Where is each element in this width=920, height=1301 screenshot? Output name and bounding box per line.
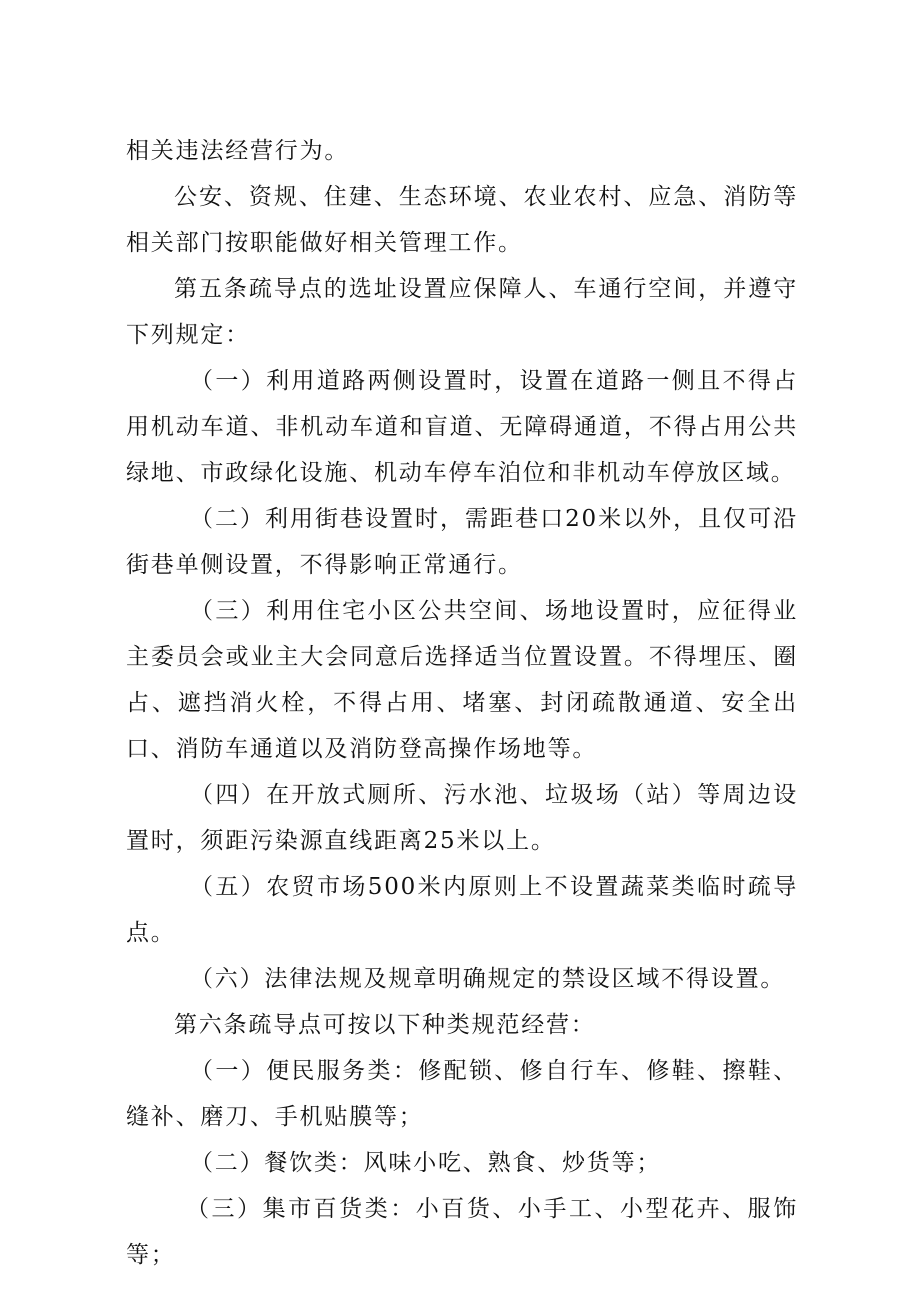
article-5-item-5: （五）农贸市场500米内原则上不设置蔬菜类临时疏导点。 bbox=[126, 874, 798, 946]
article-5-heading: 第五条疏导点的选址设置应保障人、车通行空间，并遵守下列规定： bbox=[126, 276, 798, 348]
article-5-item-4: （四）在开放式厕所、污水池、垃圾场（站）等周边设置时，须距污染源直线距离25米以上。 bbox=[126, 782, 798, 854]
article-6-item-2: （二）餐饮类：风味小吃、熟食、炒货等； bbox=[190, 1150, 662, 1176]
document-body bbox=[126, 128, 798, 1278]
article-5-item-1: （一）利用道路两侧设置时，设置在道路一侧且不得占用机动车道、非机动车道和盲道、无障碍通道，不得占用公共绿地、市政绿化设施、机动车停车泊位和非机动车停放区域。 bbox=[126, 368, 798, 486]
article-6-item-3: （三）集市百货类：小百货、小手工、小型花卉、服饰等； bbox=[126, 1196, 798, 1268]
article-5-item-2: （二）利用街巷设置时，需距巷口20米以外，且仅可沿街巷单侧设置，不得影响正常通行。 bbox=[126, 506, 798, 578]
paragraph-departments: 公安、资规、住建、生态环境、农业农村、应急、消防等相关部门按职能做好相关管理工作。 bbox=[126, 184, 798, 256]
article-5-item-6: （六）法律法规及规章明确规定的禁设区域不得设置。 bbox=[190, 966, 786, 992]
paragraph-continuation: 相关违法经营行为。 bbox=[126, 138, 350, 164]
article-6-heading: 第六条疏导点可按以下种类规范经营： bbox=[174, 1012, 596, 1038]
article-6-item-1: （一）便民服务类：修配锁、修自行车、修鞋、擦鞋、缝补、磨刀、手机贴膜等； bbox=[126, 1058, 798, 1130]
article-5-item-3: （三）利用住宅小区公共空间、场地设置时，应征得业主委员会或业主大会同意后选择适当位置设置。不得埋压、圈占、遮挡消火栓，不得占用、堵塞、封闭疏散通道、安全出口、消防车通道以及消防登高操作场地等。 bbox=[126, 598, 798, 762]
